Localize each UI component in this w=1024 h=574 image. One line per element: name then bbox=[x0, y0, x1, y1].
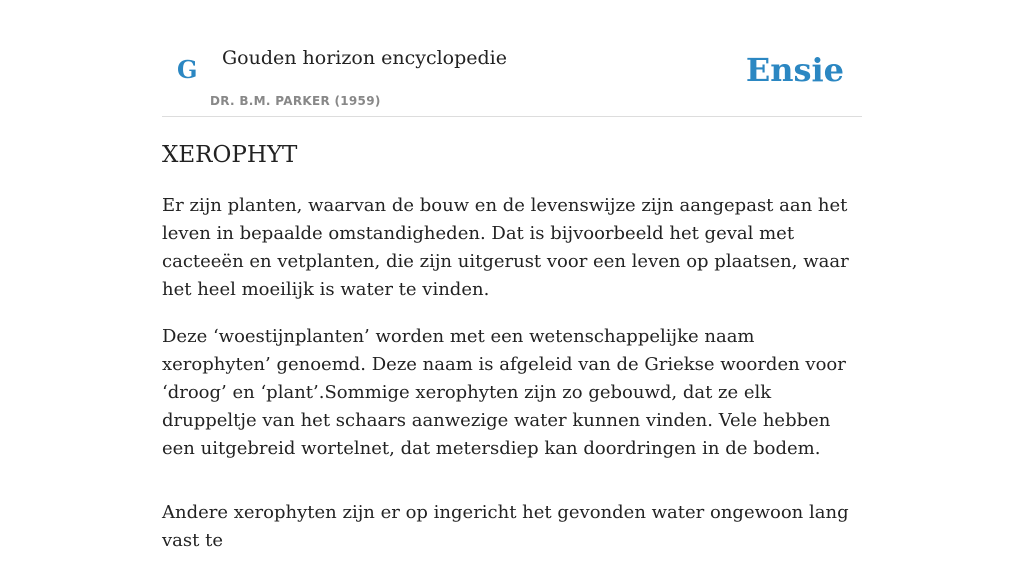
entry-body bbox=[162, 192, 862, 574]
book-author: DR. B.M. PARKER (1959) bbox=[210, 94, 381, 108]
entry-paragraph: Deze ‘woestijnplanten’ worden met een wetenschappelijke naam xerophyten’ genoemd. Deze naam is afgeleid van de Griekse woorden voor ‘droog’ en ‘plant’.Sommige xerophyten zijn zo gebouwd, dat ze elk druppeltje van het schaars aanwezige water kunnen vinden. Vele hebben een uitgebreid wortelnet, dat metersdiep kan doordringen in de bodem. bbox=[162, 326, 846, 459]
header bbox=[162, 0, 862, 117]
entry-paragraph: Andere xerophyten zijn er op ingericht het gevonden water ongewoon lang vast te bbox=[162, 502, 849, 551]
entry-title: XEROPHYT bbox=[162, 142, 298, 168]
page bbox=[162, 0, 862, 551]
entry-paragraph: Er zijn planten, waarvan de bouw en de levenswijze zijn aangepast aan het leven in bepaalde omstandigheden. Dat is bijvoorbeeld het geval met cacteeën en vetplanten, die zijn uitgerust voor een leven op plaatsen, waar het heel moeilijk is water te vinden. bbox=[162, 195, 849, 300]
book-title-link[interactable]: Gouden horizon encyclopedie bbox=[222, 47, 507, 69]
book-logo-icon[interactable]: G bbox=[177, 55, 198, 84]
ensie-logo[interactable]: Ensie bbox=[745, 51, 844, 89]
